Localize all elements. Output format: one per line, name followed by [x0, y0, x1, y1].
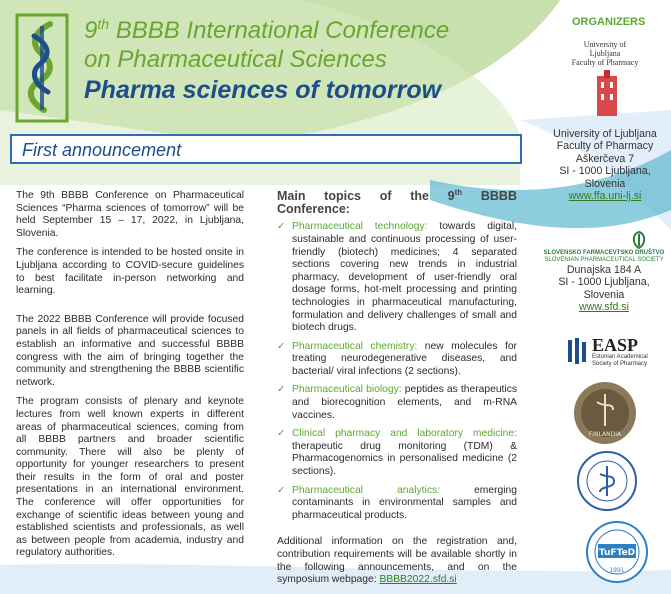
- topic-text: towards digital, sustainable and continuous processing of user-friendly (biotech) medicines; 4 separated sections covering new trends in industrial pharmacy, development of user-friendly oral dosage forms, hot-melt processing and printing technologies in pharmaceutical manufacturing, formulation and delivery challenges of small and biotech drugs.: [292, 221, 517, 334]
- symposium-webpage-link[interactable]: BBBB2022.sfd.si: [379, 574, 457, 586]
- intro-paragraph: The 2022 BBBB Conference will provide focused panels in all fields of pharmaceutical sciences to establish an informative and successful BBBB congress with the aim of bringing together the community and strengthening the BBBB scientific network.: [16, 313, 244, 388]
- topic-name: Pharmaceutical analytics:: [292, 484, 440, 496]
- organizers-heading: ORGANIZERS: [572, 16, 646, 28]
- intro-paragraph: The conference is intended to be hosted onsite in Ljubljana according to COVID-secure guidelines to best facilitate in-person networking and learning.: [16, 247, 244, 297]
- topic-name: Pharmaceutical technology:: [292, 221, 428, 233]
- check-icon: ✓: [277, 428, 286, 440]
- topic-name: Clinical pharmacy and laboratory medicine:: [292, 428, 517, 440]
- intro-column: [16, 190, 244, 567]
- easp-emblem-icon: [566, 336, 588, 366]
- check-icon: ✓: [277, 221, 286, 233]
- intro-paragraph: The program consists of plenary and keynote lectures from well known experts in different areas of pharmaceutical sciences, coming from all BBBB partners and broader scientific community. There will also be plenty of opportunity for younger researchers to present their results in the form of oral and poster presentations in an international environment. The conference will offer opportunities for exchange of scientific ideas between young and established scientists and professionals, as well as between people from academia, industry and regulatory authorities.: [16, 396, 244, 559]
- topic-item: [277, 485, 517, 523]
- university-logo: University of Ljubljana Faculty of Pharmacy: [571, 40, 639, 67]
- finland-society-seal-icon: [572, 380, 638, 446]
- announcement-banner: [10, 134, 522, 164]
- conference-tagline: Pharma sciences of tomorrow: [84, 76, 442, 104]
- easp-logo: EASP Estonian Academical Society of Pharmacy: [566, 336, 666, 368]
- svg-text:1991: 1991: [609, 567, 625, 574]
- check-icon: ✓: [277, 340, 286, 352]
- topics-heading: Main topics of the 9th BBBB Conference:: [277, 188, 517, 216]
- svg-text:TuFTeD: TuFTeD: [598, 548, 636, 558]
- topic-text: new molecules for treating neurodegenerative diseases, and bacterial/ viral infections (2 sections).: [292, 340, 517, 377]
- topic-name: Pharmaceutical biology:: [292, 384, 402, 396]
- university-website-link[interactable]: www.ffa.uni-lj.si: [568, 190, 642, 203]
- topic-text: peptides as therapeutics and biorecognition elements, and m-RNA vaccines.: [292, 384, 517, 421]
- topic-item: [277, 341, 517, 379]
- intro-paragraph: The 9th BBBB Conference on Pharmaceutical Sciences “Pharma sciences of tomorrow” will be held September 15 – 17, 2022, in Ljubljana, Slovenia.: [16, 190, 244, 239]
- conference-title: 9th BBBB International Conference on Pharmaceutical Sciences: [84, 16, 450, 73]
- topic-text: emerging contaminants in environmental samples and pharmaceutical products.: [292, 484, 517, 521]
- pharmaceutical-sciences-society-seal-icon: [576, 450, 638, 512]
- additional-info: Additional information on the registration and, contribution requirements will be available shortly in the following announcements, and on the symposium webpage: BBBB2022.sfd.si: [277, 536, 517, 586]
- conference-logo-icon: [14, 12, 70, 124]
- tufted-society-seal-icon: [584, 520, 650, 584]
- university-address: University of Ljubljana Faculty of Pharmacy Aškerčeva 7 SI - 1000 Ljubljana, Slovenia www.ffa.uni-lj.si: [553, 128, 657, 203]
- university-building-icon: [593, 70, 621, 120]
- sfd-emblem-icon: [628, 230, 650, 250]
- sfd-address: Dunajska 184 A SI - 1000 Ljubljana, Slovenia www.sfd.si: [558, 264, 650, 314]
- sfd-logo: SLOVENSKO FARMACEVTSKO DRUŠTVO SLOVENIAN PHARMACEUTICAL SOCIETY: [540, 230, 668, 264]
- topic-item: [277, 221, 517, 334]
- topic-item: [277, 428, 517, 478]
- check-icon: ✓: [277, 384, 286, 396]
- topics-column: [277, 187, 517, 587]
- topic-name: Pharmaceutical chemistry:: [292, 340, 418, 352]
- check-icon: ✓: [277, 484, 286, 496]
- topic-text: therapeutic drug monitoring (TDM) & Pharmacogenomics in personalised medicine (2 sections).: [292, 440, 517, 478]
- announcement-label: First announcement: [22, 140, 182, 160]
- sfd-website-link[interactable]: www.sfd.si: [578, 301, 630, 314]
- topic-item: [277, 384, 517, 422]
- svg-text:FINLANDIA: FINLANDIA: [588, 431, 622, 438]
